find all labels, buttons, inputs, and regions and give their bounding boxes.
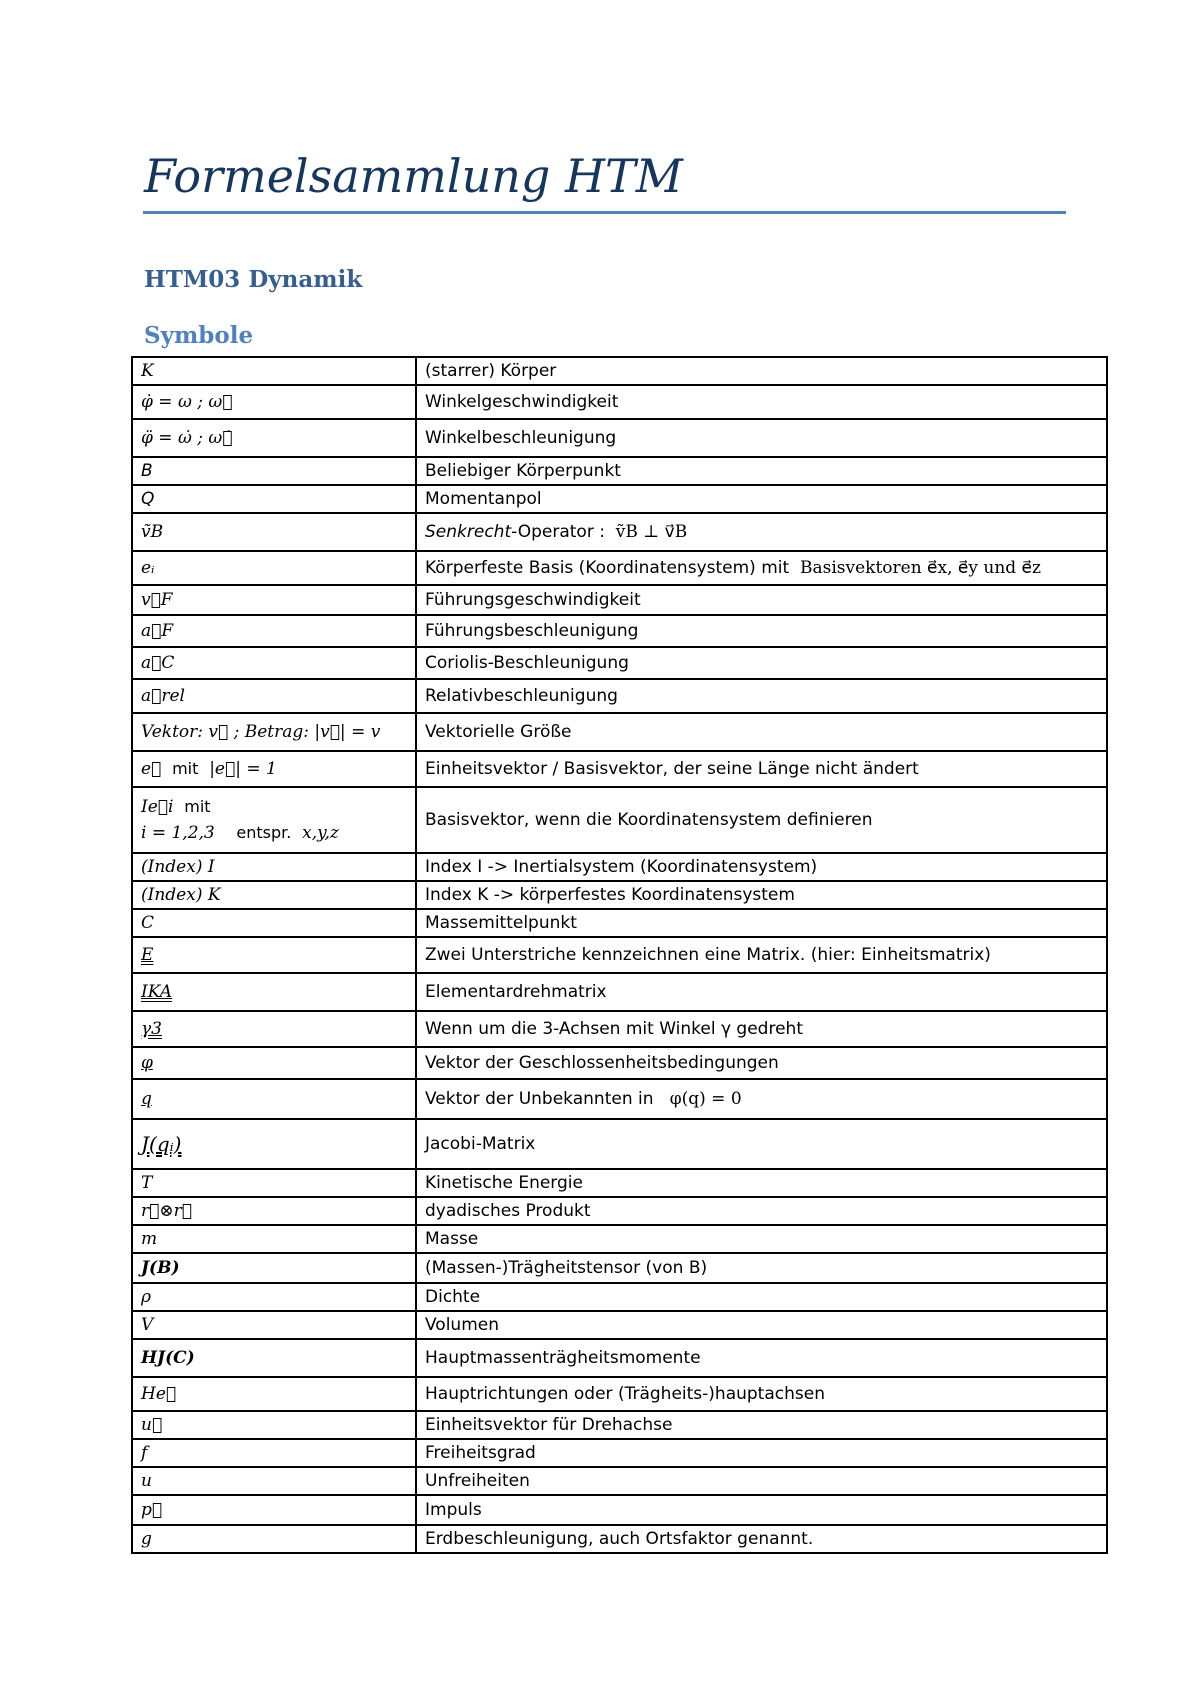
description-cell bbox=[416, 551, 1107, 585]
table-row bbox=[132, 485, 1107, 513]
symbol-line-2 bbox=[141, 823, 409, 843]
description-cell: (starrer) Körper bbox=[416, 357, 1107, 385]
symbol-cell: a⃗rel bbox=[132, 679, 416, 713]
inline-formula: Basisvektoren e⃗x, e⃗y und e⃗z bbox=[799, 558, 1041, 578]
table-row bbox=[132, 1411, 1107, 1439]
symbol-formula: |e⃗| = 1 bbox=[209, 759, 277, 779]
table-row bbox=[132, 881, 1107, 909]
senkrecht-emphasis: Senkrecht bbox=[425, 522, 512, 542]
description-cell: Index K -> körperfestes Koordinatensystem bbox=[416, 881, 1107, 909]
symbol-cell: u⃗ bbox=[132, 1411, 416, 1439]
description-cell: Winkelbeschleunigung bbox=[416, 419, 1107, 457]
symbol-cell: φ̇ = ω ; ω⃗ bbox=[132, 385, 416, 419]
table-row bbox=[132, 909, 1107, 937]
description-text: -Operator : bbox=[511, 522, 605, 542]
description-cell: Beliebiger Körperpunkt bbox=[416, 457, 1107, 485]
symbol-cell: p⃗ bbox=[132, 1495, 416, 1525]
table-row bbox=[132, 751, 1107, 787]
table-row bbox=[132, 1197, 1107, 1225]
description-cell: (Massen-)Trägheitstensor (von B) bbox=[416, 1253, 1107, 1283]
symbol-cell: a⃗F bbox=[132, 615, 416, 647]
symbol-line-1 bbox=[141, 797, 409, 817]
table-row bbox=[132, 1011, 1107, 1047]
description-cell: Dichte bbox=[416, 1283, 1107, 1311]
symbol-cell: v⃗F bbox=[132, 585, 416, 615]
table-row bbox=[132, 551, 1107, 585]
description-cell: Massemittelpunkt bbox=[416, 909, 1107, 937]
table-row bbox=[132, 973, 1107, 1011]
symbol-cell: He⃗ bbox=[132, 1377, 416, 1411]
symbol-cell: eᵢ bbox=[132, 551, 416, 585]
symbol-cell: IKA bbox=[132, 973, 416, 1011]
symbol-cell: J(qᵢ) bbox=[132, 1119, 416, 1169]
symbol-cell: m bbox=[132, 1225, 416, 1253]
symbol-text: e⃗ bbox=[141, 759, 162, 779]
description-cell: Einheitsvektor / Basisvektor, der seine Länge nicht ändert bbox=[416, 751, 1107, 787]
description-cell: Zwei Unterstriche kennzeichnen eine Matrix. (hier: Einheitsmatrix) bbox=[416, 937, 1107, 973]
description-cell: Kinetische Energie bbox=[416, 1169, 1107, 1197]
description-cell: Hauptrichtungen oder (Trägheits-)hauptachsen bbox=[416, 1377, 1107, 1411]
symbol-cell: f bbox=[132, 1439, 416, 1467]
description-cell: Masse bbox=[416, 1225, 1107, 1253]
symbol-cell: B bbox=[132, 457, 416, 485]
section-heading: HTM03 Dynamik bbox=[144, 266, 363, 293]
table-row bbox=[132, 513, 1107, 551]
table-row bbox=[132, 1439, 1107, 1467]
description-cell: Hauptmassenträgheitsmomente bbox=[416, 1339, 1107, 1377]
table-row bbox=[132, 1079, 1107, 1119]
table-row bbox=[132, 1525, 1107, 1553]
symbol-cell: (Index) I bbox=[132, 853, 416, 881]
table-row bbox=[132, 1339, 1107, 1377]
table-row bbox=[132, 679, 1107, 713]
table-row bbox=[132, 457, 1107, 485]
symbol-cell: HJ(C) bbox=[132, 1339, 416, 1377]
description-cell: Elementardrehmatrix bbox=[416, 973, 1107, 1011]
table-row bbox=[132, 1169, 1107, 1197]
document-title: Formelsammlung HTM bbox=[144, 149, 683, 203]
symbol-cell: φ bbox=[132, 1047, 416, 1079]
symbol-cell: ṽB bbox=[132, 513, 416, 551]
table-row bbox=[132, 385, 1107, 419]
description-cell: Unfreiheiten bbox=[416, 1467, 1107, 1495]
description-cell bbox=[416, 1079, 1107, 1119]
table-row bbox=[132, 937, 1107, 973]
description-cell: Volumen bbox=[416, 1311, 1107, 1339]
subsection-heading: Symbole bbox=[144, 322, 254, 349]
mit-text: mit bbox=[172, 759, 199, 778]
description-cell: Momentanpol bbox=[416, 485, 1107, 513]
symbol-cell: T bbox=[132, 1169, 416, 1197]
table-row bbox=[132, 1311, 1107, 1339]
description-cell bbox=[416, 513, 1107, 551]
symbol-cell bbox=[132, 787, 416, 853]
table-row bbox=[132, 713, 1107, 751]
description-cell: Winkelgeschwindigkeit bbox=[416, 385, 1107, 419]
table-row bbox=[132, 1119, 1107, 1169]
table-row bbox=[132, 357, 1107, 385]
table-row bbox=[132, 615, 1107, 647]
title-underline bbox=[143, 211, 1066, 214]
table-row bbox=[132, 647, 1107, 679]
table-row bbox=[132, 1283, 1107, 1311]
symbol-cell: q bbox=[132, 1079, 416, 1119]
symbol-cell bbox=[132, 751, 416, 787]
table-row bbox=[132, 1495, 1107, 1525]
description-cell: dyadisches Produkt bbox=[416, 1197, 1107, 1225]
description-cell: Index I -> Inertialsystem (Koordinatensystem) bbox=[416, 853, 1107, 881]
description-cell: Coriolis-Beschleunigung bbox=[416, 647, 1107, 679]
table-row bbox=[132, 1253, 1107, 1283]
symbol-axes: x,y,z bbox=[302, 823, 339, 843]
description-cell: Einheitsvektor für Drehachse bbox=[416, 1411, 1107, 1439]
symbol-cell: u bbox=[132, 1467, 416, 1495]
description-cell: Relativbeschleunigung bbox=[416, 679, 1107, 713]
symbol-formula: i = 1,2,3 bbox=[141, 823, 215, 843]
symbol-cell: Vektor: v⃗ ; Betrag: |v⃗| = v bbox=[132, 713, 416, 751]
mit-text: mit bbox=[184, 797, 211, 816]
symbol-cell: γ3 bbox=[132, 1011, 416, 1047]
description-cell: Wenn um die 3-Achsen mit Winkel γ gedreht bbox=[416, 1011, 1107, 1047]
description-cell: Jacobi-Matrix bbox=[416, 1119, 1107, 1169]
symbol-table bbox=[131, 356, 1108, 1554]
description-cell: Vektorielle Größe bbox=[416, 713, 1107, 751]
symbol-cell: E bbox=[132, 937, 416, 973]
symbol-cell: V bbox=[132, 1311, 416, 1339]
description-cell: Basisvektor, wenn die Koordinatensystem definieren bbox=[416, 787, 1107, 853]
description-cell: Impuls bbox=[416, 1495, 1107, 1525]
symbol-text: Ie⃗i bbox=[141, 797, 174, 817]
description-cell: Führungsbeschleunigung bbox=[416, 615, 1107, 647]
inline-formula: ṽB ⊥ v⃗B bbox=[615, 522, 688, 542]
table-row bbox=[132, 419, 1107, 457]
table-row bbox=[132, 1047, 1107, 1079]
entspr-text: entspr. bbox=[236, 823, 292, 842]
description-cell: Führungsgeschwindigkeit bbox=[416, 585, 1107, 615]
table-row bbox=[132, 1225, 1107, 1253]
table-row bbox=[132, 1467, 1107, 1495]
table-row bbox=[132, 853, 1107, 881]
symbol-cell: Q bbox=[132, 485, 416, 513]
symbol-cell: C bbox=[132, 909, 416, 937]
symbol-cell: a⃗C bbox=[132, 647, 416, 679]
description-text: Körperfeste Basis (Koordinatensystem) mit bbox=[425, 558, 790, 578]
description-text: Vektor der Unbekannten in bbox=[425, 1089, 654, 1109]
symbol-cell: ρ bbox=[132, 1283, 416, 1311]
description-cell: Vektor der Geschlossenheitsbedingungen bbox=[416, 1047, 1107, 1079]
table-row bbox=[132, 1377, 1107, 1411]
inline-formula: φ(q) = 0 bbox=[669, 1089, 742, 1109]
symbol-cell: J(B) bbox=[132, 1253, 416, 1283]
table-row bbox=[132, 585, 1107, 615]
symbol-cell: φ̈ = ω̇ ; ω⃗̇ bbox=[132, 419, 416, 457]
symbol-cell: K bbox=[132, 357, 416, 385]
symbol-cell: g bbox=[132, 1525, 416, 1553]
description-cell: Freiheitsgrad bbox=[416, 1439, 1107, 1467]
description-cell: Erdbeschleunigung, auch Ortsfaktor genannt. bbox=[416, 1525, 1107, 1553]
table-row bbox=[132, 787, 1107, 853]
symbol-cell: r⃗⊗r⃗ bbox=[132, 1197, 416, 1225]
symbol-cell: (Index) K bbox=[132, 881, 416, 909]
